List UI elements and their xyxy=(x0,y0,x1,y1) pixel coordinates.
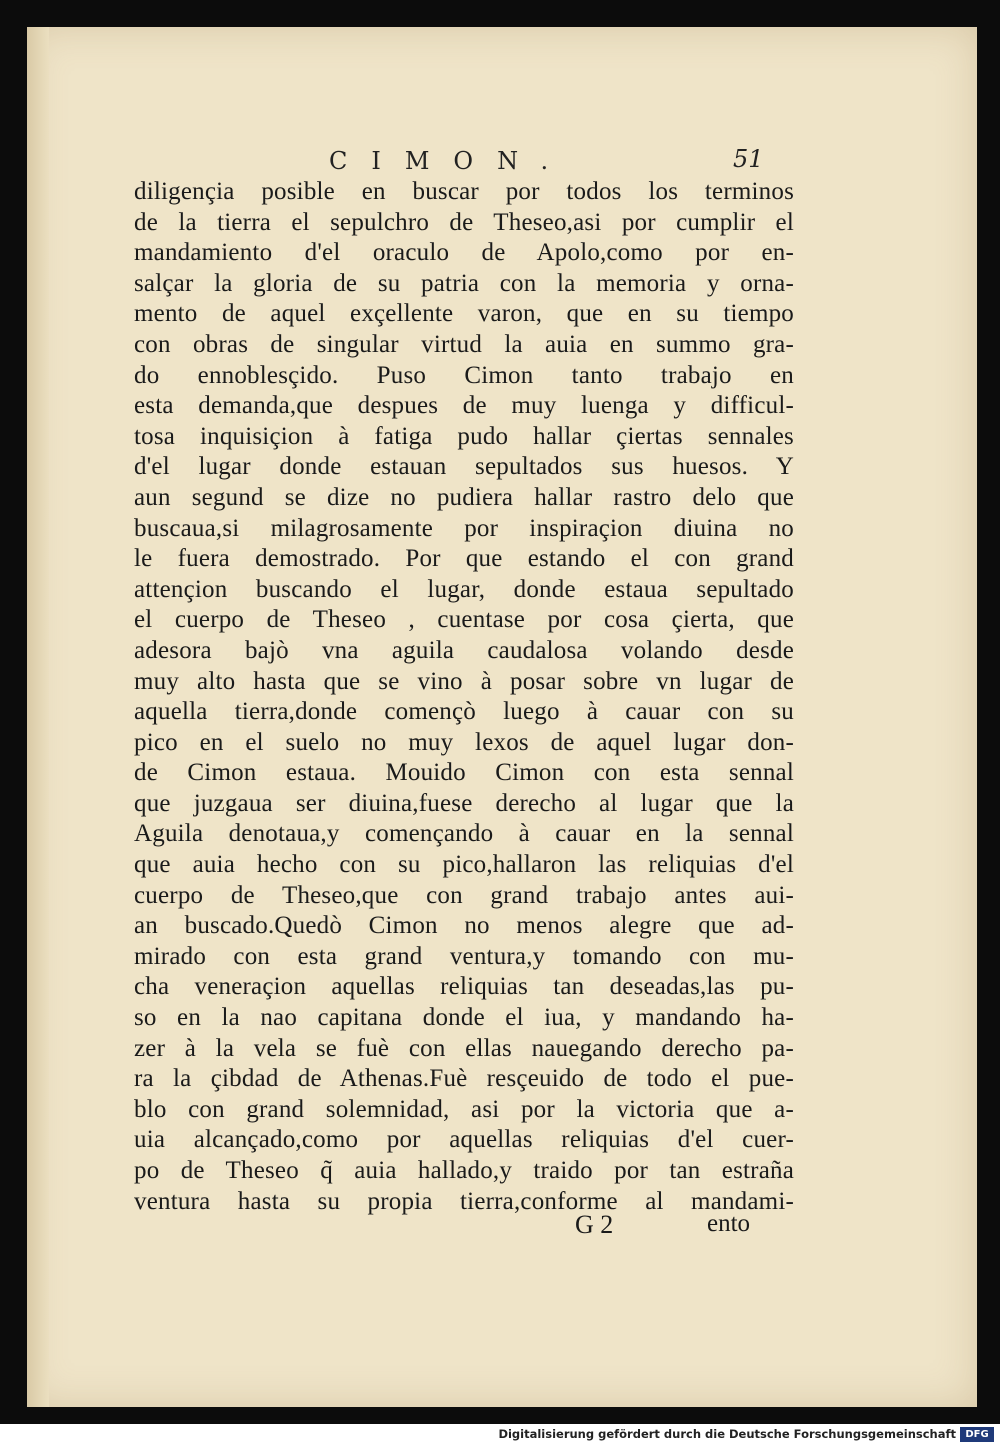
text-line: tosa inquisiçion à fatiga pudo hallar çiertas sennales xyxy=(134,422,794,450)
text-line: salçar la gloria de su patria con la memoria y orna- xyxy=(134,269,794,297)
text-line: esta demanda,que despues de muy luenga y difficul- xyxy=(134,392,794,420)
text-line: uia alcançado,como por aquellas reliquias d'el cuer- xyxy=(134,1126,794,1154)
text-line: cuerpo de Theseo,que con grand trabajo antes aui- xyxy=(134,881,794,909)
text-line: blo con grand solemnidad, asi por la victoria que a- xyxy=(134,1095,794,1123)
text-line: ventura hasta su propia tierra,conforme al mandami- xyxy=(134,1187,794,1215)
text-line: de la tierra el sepulchro de Theseo,asi por cumplir el xyxy=(134,208,794,236)
body-text xyxy=(134,177,794,1217)
text-line: buscaua,si milagrosamente por inspiraçion diuina no xyxy=(134,514,794,542)
text-line: adesora bajò vna aguila caudalosa volando desde xyxy=(134,636,794,664)
signature-mark: G 2 xyxy=(575,1210,614,1239)
text-line: ra la çibdad de Athenas.Fuè resçeuido de todo el pue- xyxy=(134,1065,794,1093)
book-page xyxy=(27,27,977,1407)
text-line: mirado con esta grand ventura,y tomando con mu- xyxy=(134,942,794,970)
text-line: de Cimon estaua. Mouido Cimon con esta sennal xyxy=(134,759,794,787)
text-line: an buscado.Quedò Cimon no menos alegre que ad- xyxy=(134,912,794,940)
text-line: mandamiento d'el oraculo de Apolo,como por en- xyxy=(134,239,794,267)
page-number: 51 xyxy=(733,145,764,173)
text-line: po de Theseo q̃ auia hallado,y traido por tan estraña xyxy=(134,1157,794,1184)
catch-line xyxy=(27,1210,977,1250)
text-line: attençion buscando el lugar, donde estaua sepultado xyxy=(134,575,794,603)
text-line: que juzgaua ser diuina,fuese derecho al lugar que la xyxy=(134,789,794,817)
text-line: cha veneraçion aquellas reliquias tan deseadas,las pu- xyxy=(134,973,794,1001)
running-head: CIMON. xyxy=(329,147,573,175)
catchword: ento xyxy=(707,1210,751,1237)
text-line: zer à la vela se fuè con ellas nauegando derecho pa- xyxy=(134,1034,794,1062)
text-line: do ennoblesçido. Puso Cimon tanto trabajo en xyxy=(134,361,794,389)
text-line: muy alto hasta que se vino à posar sobre vn lugar de xyxy=(134,667,794,695)
funding-credit: Digitalisierung gefördert durch die Deutsche Forschungsgemeinschaft xyxy=(498,1427,956,1441)
text-line: Aguila denotaua,y començando à cauar en la sennal xyxy=(134,820,794,848)
text-line: que auia hecho con su pico,hallaron las reliquias d'el xyxy=(134,851,794,879)
dfg-logo: DFG xyxy=(960,1427,994,1442)
text-line: aun segund se dize no pudiera hallar rastro delo que xyxy=(134,483,794,511)
text-line: d'el lugar donde estauan sepultados sus huesos. Y xyxy=(134,453,794,481)
digitization-footer xyxy=(0,1424,1000,1445)
text-line: so en la nao capitana donde el iua, y mandando ha- xyxy=(134,1004,794,1032)
text-line: mento de aquel exçellente varon, que en su tiempo xyxy=(134,300,794,328)
text-line: le fuera demostrado. Por que estando el con grand xyxy=(134,545,794,573)
text-line: el cuerpo de Theseo , cuentase por cosa çierta, que xyxy=(134,606,794,634)
text-line: pico en el suelo no muy lexos de aquel lugar don- xyxy=(134,728,794,756)
text-line: diligençia posible en buscar por todos los terminos xyxy=(134,178,794,205)
text-line: con obras de singular virtud la auia en summo gra- xyxy=(134,330,794,358)
page-edge xyxy=(27,27,49,1407)
text-line: aquella tierra,donde començò luego à cauar con su xyxy=(134,698,794,726)
